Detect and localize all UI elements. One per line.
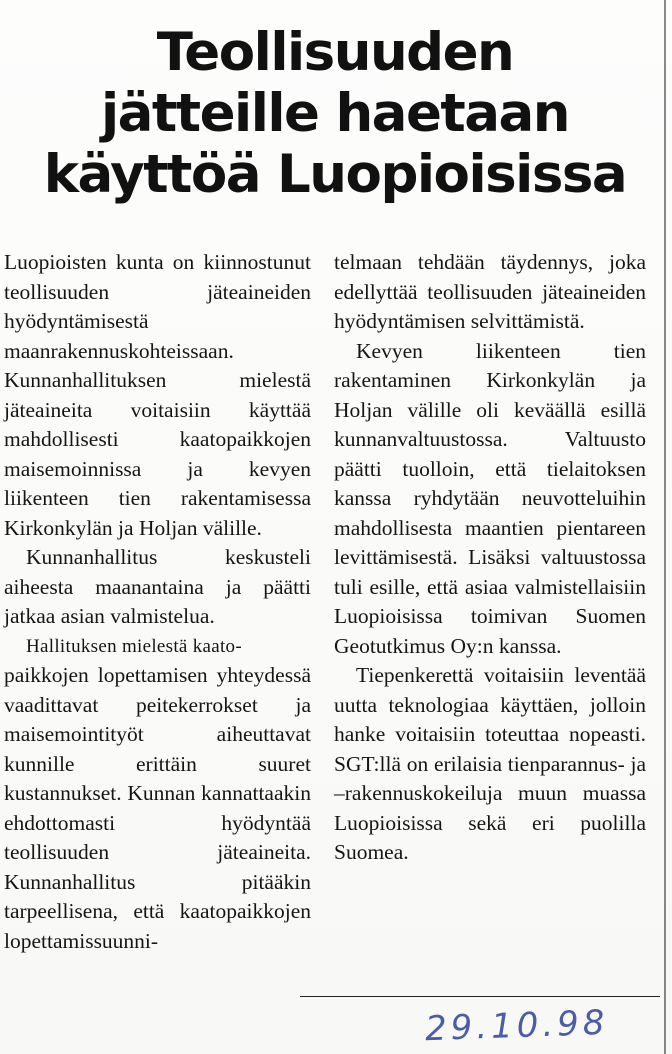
article-column-left	[4, 248, 311, 956]
handwritten-date: 29.10.98	[424, 1002, 610, 1050]
article-headline	[20, 22, 650, 205]
paragraph-5: Kevyen liikenteen tien rakentaminen Kirkonkylän ja Holjan välille oli keväällä esillä kunnanvaltuustossa. Valtuusto päätti tuolloin, että tielaitoksen kanssa ryhdytään neuvotteluihin mahdollisesta maantien pientareen levittämisestä. Lisäksi valtuustossa tuli esille, että asiaa valmistellaisiin Luopioisissa toimivan Suomen Geotutkimus Oy:n kanssa.	[334, 338, 646, 658]
column-end-rule	[300, 996, 660, 997]
headline-line-3: käyttöä Luopioisissa	[43, 144, 627, 205]
paragraph-3: paikkojen lopettamisen yhteydessä vaadittavat peitekerrokset ja maisemointityöt aiheuttavat kunnille erittäin suuret kustannukset. Kunnan kannattaakin ehdottomasti hyödyntää teollisuuden jäteaineita. Kunnanhallitus pitääkin tarpeellisena, että kaatopaikkojen lopettamissuunni-	[4, 663, 311, 953]
paragraph-1: Luopioisten kunta on kiinnostunut teollisuuden jäteaineiden hyödyntämisestä maanrakennuskohteissaan. Kunnanhallituksen mielestä jäteaineita voitaisiin käyttää mahdollisesti kaatopaikkojen maisemoinnissa ja kevyen liikenteen tien rakentamisessa Kirkonkylän ja Holjan välille.	[4, 250, 311, 540]
headline-line-2: jätteille haetaan	[101, 83, 569, 144]
article-column-right	[334, 248, 646, 868]
paragraph-2: Kunnanhallitus keskusteli aiheesta maanantaina ja päätti jatkaa asian valmistelua.	[4, 545, 311, 628]
paragraph-6: Tiepenkerettä voitaisiin leventää uutta teknologiaa käyttäen, jolloin hanke voitaisiin toteuttaa nopeasti. SGT:llä on erilaisia tienparannus- ja –rakennuskokeiluja muun muassa Luopioisissa sekä eri puolilla Suomea.	[334, 663, 646, 864]
headline-line-1: Teollisuuden	[156, 22, 514, 83]
paragraph-3-lead: Hallituksen mielestä kaato-	[26, 635, 242, 657]
paragraph-4: telmaan tehdään täydennys, joka edellyttää teollisuuden jäteaineiden hyödyntämisen selvittämistä.	[334, 250, 646, 333]
clipping-edge	[664, 0, 666, 1054]
